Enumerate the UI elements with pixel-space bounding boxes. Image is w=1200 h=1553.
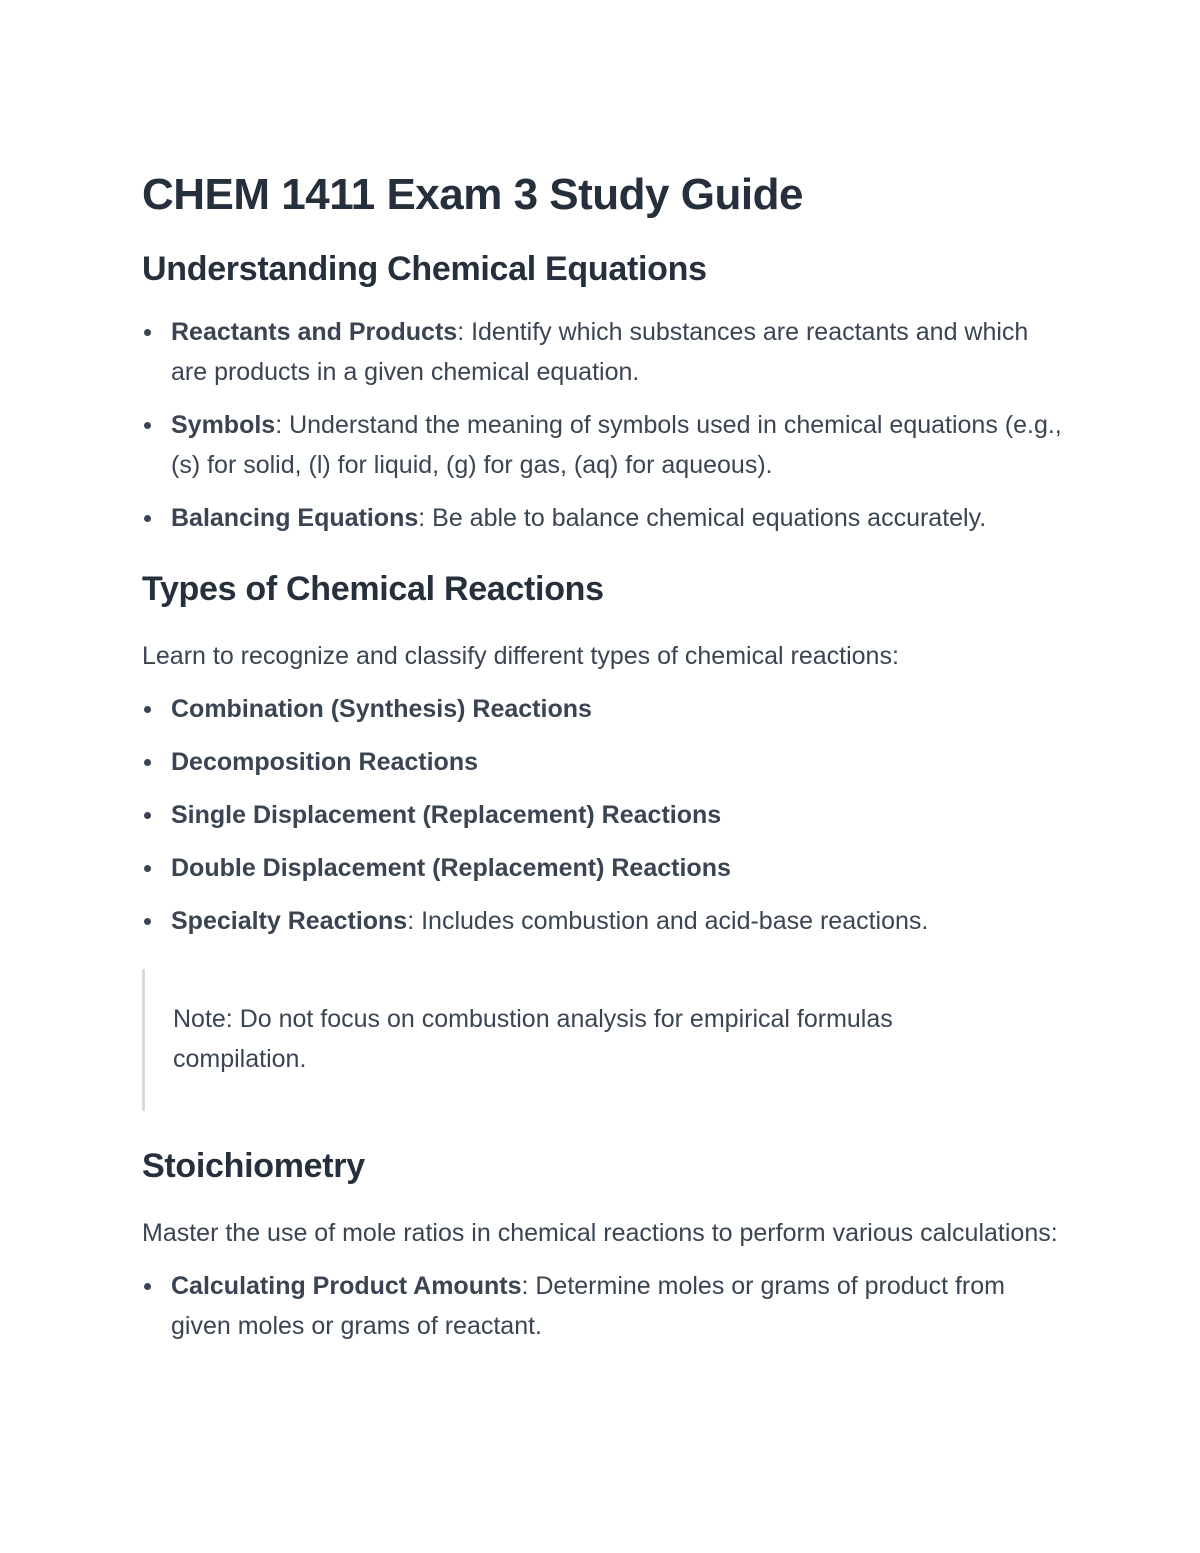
bullet-icon: [144, 759, 151, 766]
list-item-term: Decomposition Reactions: [171, 748, 478, 776]
list-item-term: Balancing Equations: [171, 504, 419, 532]
document-title: CHEM 1411 Exam 3 Study Guide: [142, 170, 803, 219]
list-item: [142, 312, 1070, 392]
bullet-icon: [144, 329, 151, 336]
list-item-text: : Determine moles or grams of product from given moles or grams of reactant.: [171, 1272, 1005, 1340]
bullet-icon: [144, 865, 151, 872]
list-item: [142, 742, 1070, 782]
section-heading-reaction-types: Types of Chemical Reactions: [142, 570, 604, 608]
list-item-text: : Includes combustion and acid-base reactions.: [407, 907, 929, 935]
section-heading-chemical-equations: Understanding Chemical Equations: [142, 250, 707, 288]
list-item: [142, 901, 1070, 941]
list-item: [142, 795, 1070, 835]
section-intro: Master the use of mole ratios in chemical reactions to perform various calculations:: [142, 1219, 1058, 1247]
section-heading-stoichiometry: Stoichiometry: [142, 1147, 365, 1185]
list-item-text: : Identify which substances are reactants and which are products in a given chemical equation.: [171, 318, 1029, 386]
bullet-icon: [144, 706, 151, 713]
stoichiometry-list: [142, 1266, 1070, 1346]
list-item-term: Specialty Reactions: [171, 907, 408, 935]
list-item-text: : Understand the meaning of symbols used in chemical equations (e.g., (s) for solid, (l) for liquid, (g) for gas, (aq) for aqueous).: [171, 411, 1062, 479]
bullet-icon: [144, 812, 151, 819]
reaction-types-list: [142, 689, 1070, 941]
list-item: [142, 498, 1070, 538]
list-item-term: Reactants and Products: [171, 318, 458, 346]
list-item: [142, 1266, 1070, 1346]
list-item: [142, 848, 1070, 888]
list-item-term: Single Displacement (Replacement) Reactions: [171, 801, 722, 829]
list-item-term: Symbols: [171, 411, 276, 439]
chemical-equations-list: [142, 312, 1070, 538]
list-item-term: Combination (Synthesis) Reactions: [171, 695, 592, 723]
bullet-icon: [144, 1283, 151, 1290]
note-text: Note: Do not focus on combustion analysis for empirical formulas compilation.: [173, 1005, 893, 1073]
list-item-term: Calculating Product Amounts: [171, 1272, 522, 1300]
bullet-icon: [144, 918, 151, 925]
bullet-icon: [144, 422, 151, 429]
section-intro: Learn to recognize and classify different types of chemical reactions:: [142, 642, 899, 670]
list-item-text: : Be able to balance chemical equations accurately.: [418, 504, 987, 532]
bullet-icon: [144, 515, 151, 522]
list-item: [142, 405, 1070, 485]
list-item: [142, 689, 1070, 729]
list-item-term: Double Displacement (Replacement) Reactions: [171, 854, 731, 882]
note-callout: [142, 969, 1030, 1111]
